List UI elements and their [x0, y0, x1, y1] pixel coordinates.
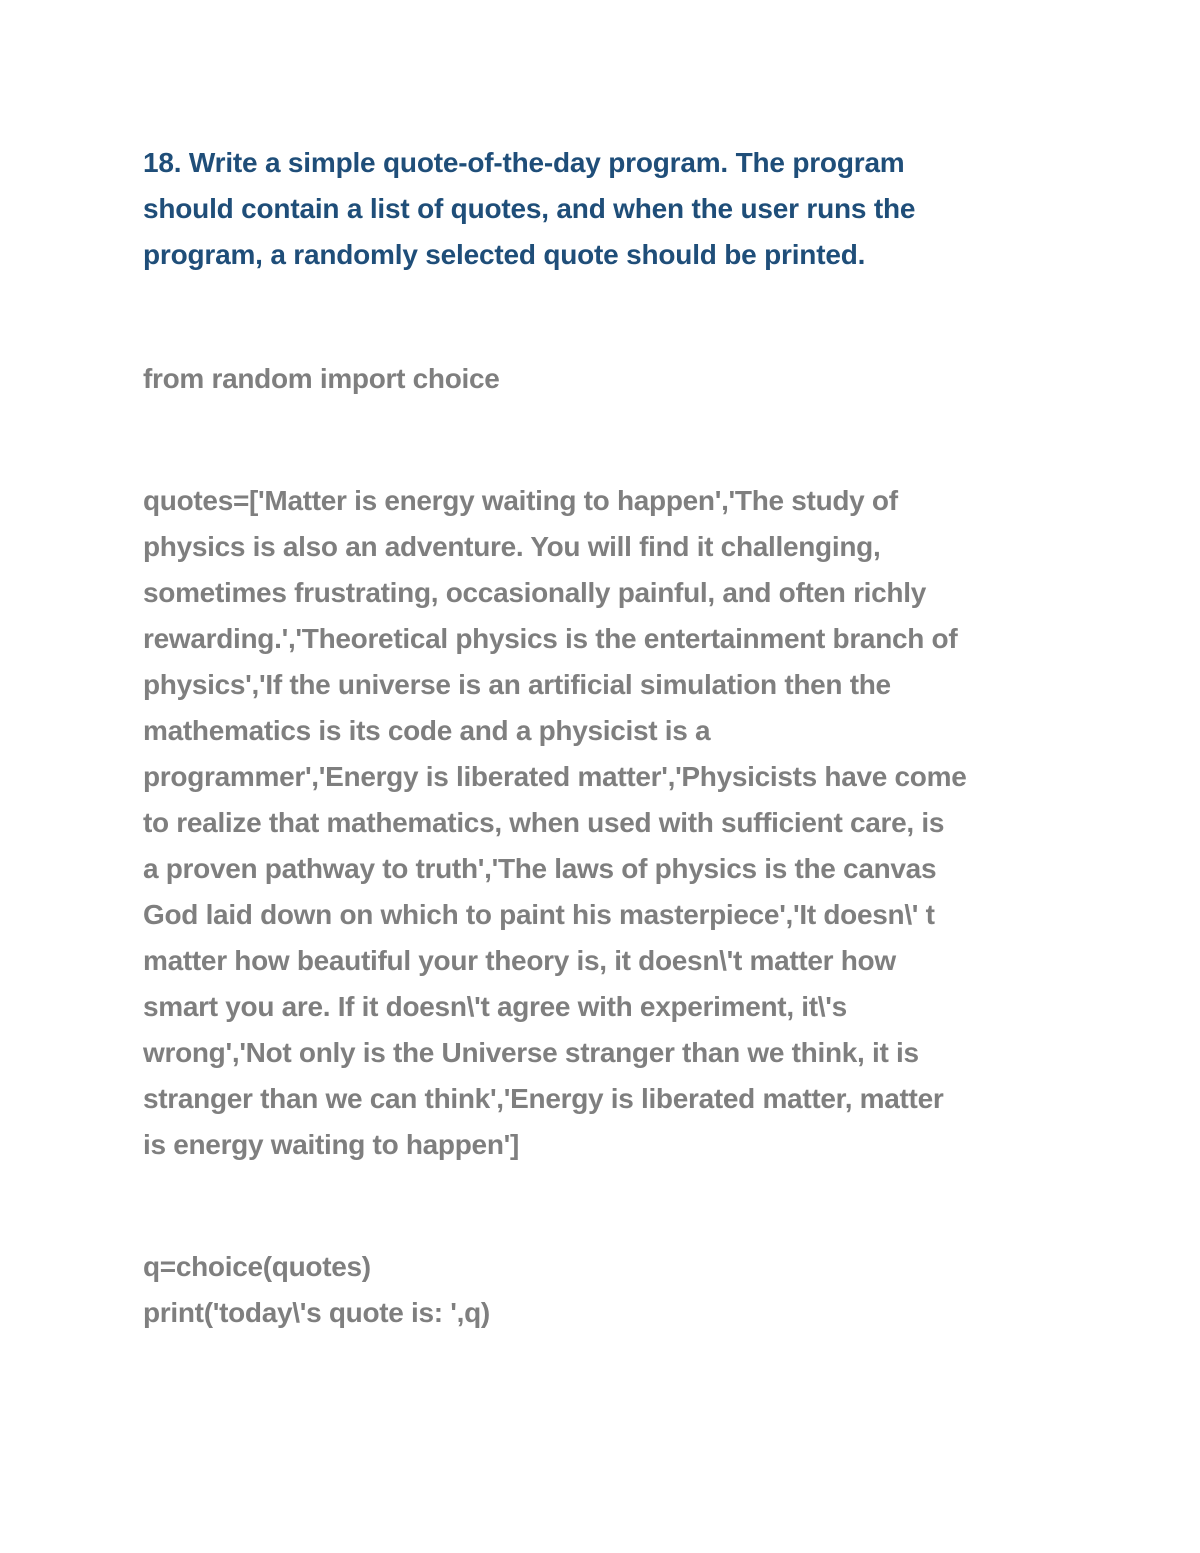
code-line: God laid down on which to paint his masterpiece','It doesn\' t: [143, 899, 935, 930]
print-statement: print('today\'s quote is: ',q): [143, 1297, 490, 1328]
code-line: stranger than we can think','Energy is liberated matter, matter: [143, 1083, 944, 1114]
code-line: mathematics is its code and a physicist is a: [143, 715, 711, 746]
heading-line: 18. Write a simple quote-of-the-day program. The program: [143, 147, 905, 178]
code-line: matter how beautiful your theory is, it doesn\'t matter how: [143, 945, 896, 976]
code-line: quotes=['Matter is energy waiting to happen','The study of: [143, 485, 898, 516]
spacer: [143, 278, 1083, 356]
document-content: [143, 140, 1083, 1336]
spacer: [143, 1168, 1083, 1244]
import-statement: from random import choice: [143, 363, 500, 394]
question-heading: [143, 140, 1083, 278]
code-line: programmer','Energy is liberated matter','Physicists have come: [143, 761, 967, 792]
code-line: physics','If the universe is an artificial simulation then the: [143, 669, 891, 700]
heading-line: program, a randomly selected quote should be printed.: [143, 239, 866, 270]
code-line: smart you are. If it doesn\'t agree with experiment, it\'s: [143, 991, 847, 1022]
code-line: physics is also an adventure. You will find it challenging,: [143, 531, 881, 562]
spacer: [143, 402, 1083, 478]
code-line: to realize that mathematics, when used with sufficient care, is: [143, 807, 945, 838]
code-line: is energy waiting to happen']: [143, 1129, 519, 1160]
code-line: rewarding.','Theoretical physics is the entertainment branch of: [143, 623, 958, 654]
heading-line: should contain a list of quotes, and when the user runs the: [143, 193, 916, 224]
quotes-list-code: [143, 478, 1083, 1168]
code-line: wrong','Not only is the Universe stranger than we think, it is: [143, 1037, 919, 1068]
code-line: sometimes frustrating, occasionally painful, and often richly: [143, 577, 926, 608]
choice-statement: q=choice(quotes): [143, 1251, 371, 1282]
code-line: a proven pathway to truth','The laws of physics is the canvas: [143, 853, 937, 884]
